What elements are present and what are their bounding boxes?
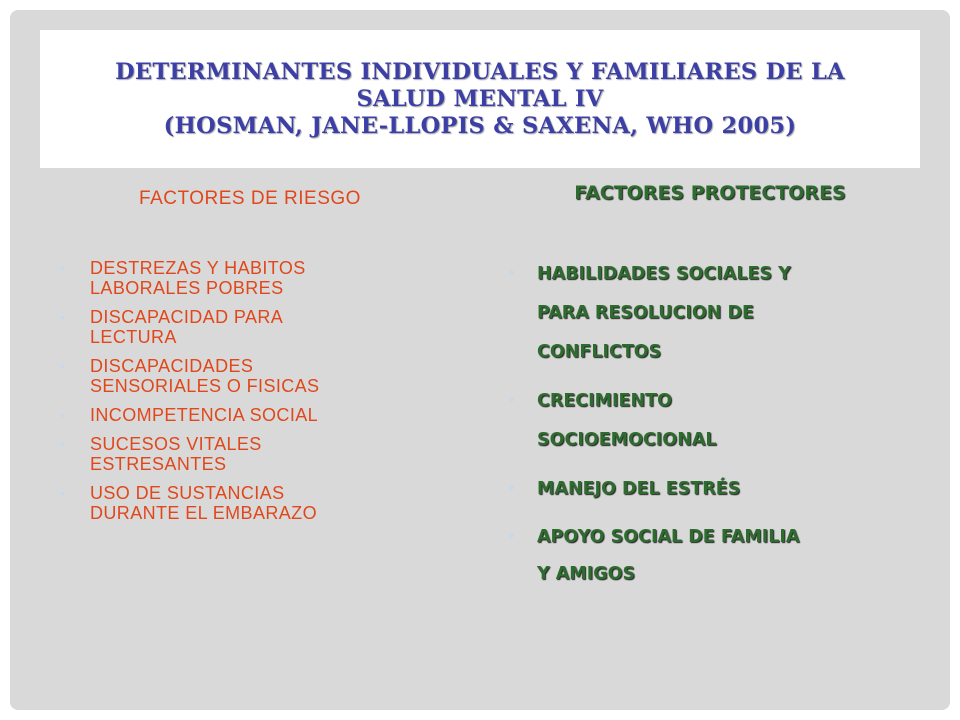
risk-factors-list [60, 258, 420, 532]
item-text: USO DE SUSTANCIAS [90, 483, 285, 503]
item-text: SOCIOEMOCIONAL [537, 430, 717, 450]
item-text: LABORALES POBRES [90, 278, 284, 298]
item-text: ESTRESANTES [90, 454, 227, 474]
bullet-icon: • [507, 481, 516, 497]
bullet-icon: • [507, 529, 516, 545]
bullet-icon: • [60, 358, 66, 374]
list-item [505, 519, 905, 593]
bullet-icon: • [60, 407, 66, 423]
bullet-icon: • [507, 393, 516, 409]
title-line-1: DETERMINANTES INDIVIDUALES Y FAMILIARES DE LA [115, 58, 845, 85]
item-text: MANEJO DEL ESTRÉS [537, 479, 741, 499]
list-item [60, 434, 420, 474]
item-text: DISCAPACIDADES [90, 356, 254, 376]
risk-factors-heading: FACTORES DE RIESGO [139, 188, 361, 209]
bullet-icon: • [60, 485, 66, 501]
item-text: LECTURA [90, 327, 177, 347]
protective-factors-heading: FACTORES PROTECTORES [574, 182, 846, 204]
list-item [505, 255, 905, 372]
bullet-icon: • [60, 309, 66, 325]
title-box [40, 30, 920, 168]
bullet-icon: • [507, 266, 516, 282]
item-text: SENSORIALES O FISICAS [90, 376, 320, 396]
list-item [505, 382, 905, 460]
item-text: HABILIDADES SOCIALES Y [537, 264, 791, 284]
bullet-icon: • [60, 436, 66, 452]
item-text: INCOMPETENCIA SOCIAL [90, 405, 319, 425]
title-line-3: (HOSMAN, JANE-LLOPIS & SAXENA, WHO 2005) [163, 112, 797, 139]
item-text: CONFLICTOS [537, 342, 662, 362]
list-item [505, 470, 905, 509]
item-text: DURANTE EL EMBARAZO [90, 503, 317, 523]
protective-factors-list [505, 255, 905, 603]
item-text: DISCAPACIDAD PARA [90, 307, 284, 327]
item-text: CRECIMIENTO [537, 391, 672, 411]
item-text: Y AMIGOS [537, 564, 636, 584]
title-line-2: SALUD MENTAL IV [356, 85, 604, 112]
item-text: PARA RESOLUCION DE [537, 303, 754, 323]
bullet-icon: • [60, 260, 66, 276]
item-text: DESTREZAS Y HABITOS [90, 258, 306, 278]
list-item [60, 356, 420, 396]
list-item [60, 405, 420, 425]
item-text: APOYO SOCIAL DE FAMILIA [537, 527, 800, 547]
list-item [60, 483, 420, 523]
list-item [60, 307, 420, 347]
list-item [60, 258, 420, 298]
item-text: SUCESOS VITALES [90, 434, 262, 454]
